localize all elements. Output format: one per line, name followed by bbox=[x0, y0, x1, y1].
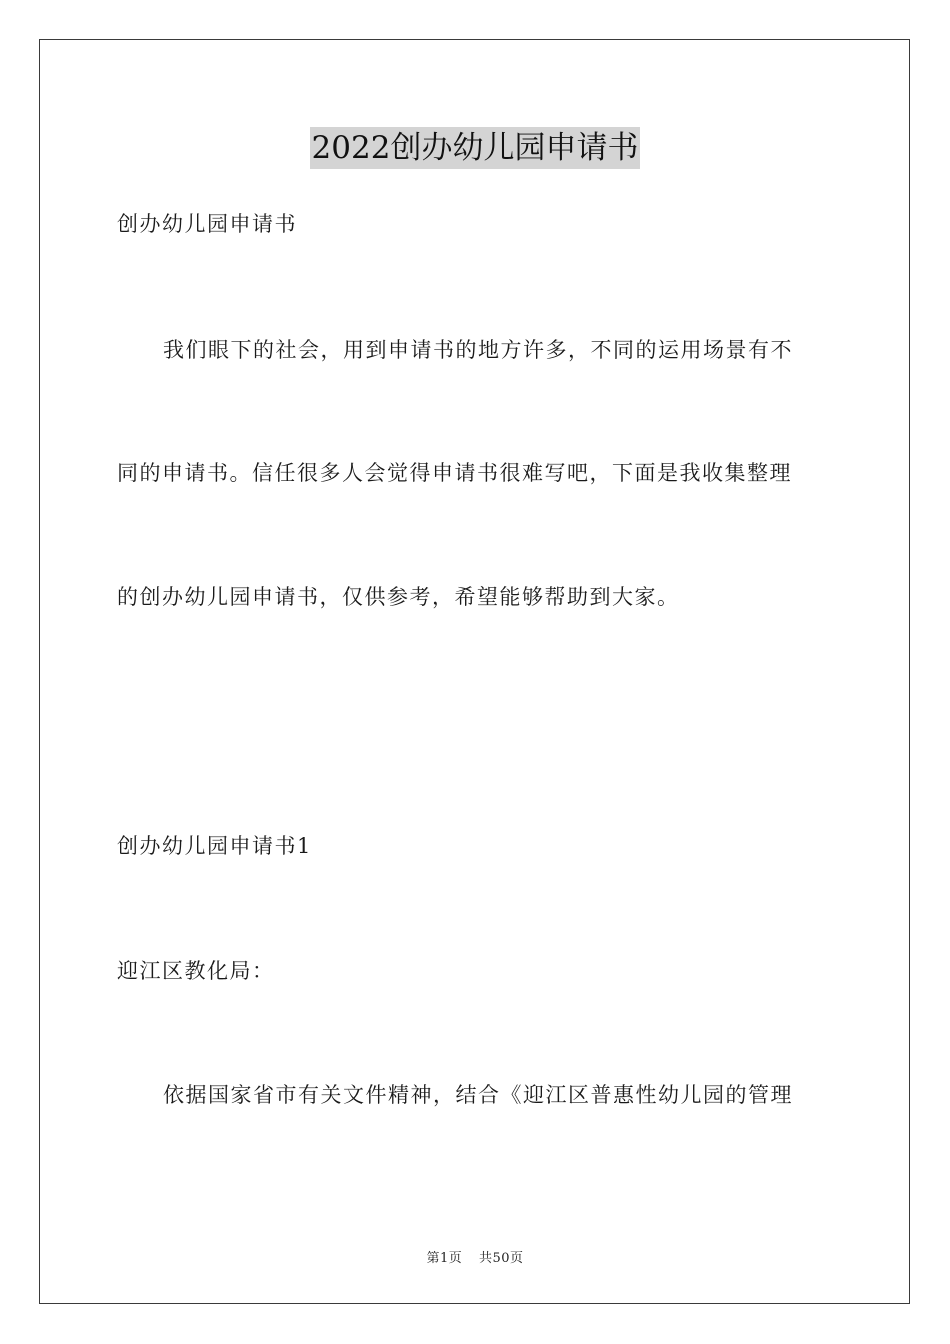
document-title: 2022创办幼儿园申请书 bbox=[310, 127, 641, 169]
intro-line-3: 的创办幼儿园申请书，仅供参考，希望能够帮助到大家。 bbox=[117, 585, 680, 609]
body-paragraph-line: 依据国家省市有关文件精神，结合《迎江区普惠性幼儿园的管理 bbox=[163, 1083, 793, 1107]
page-number: 第1页 bbox=[426, 1251, 463, 1266]
page-footer bbox=[0, 1247, 950, 1266]
page-total: 共50页 bbox=[478, 1251, 524, 1266]
intro-line-2: 同的申请书。信任很多人会觉得申请书很难写吧，下面是我收集整理 bbox=[117, 461, 792, 485]
section-heading: 创办幼儿园申请书1 bbox=[117, 834, 312, 858]
salutation: 迎江区教化局： bbox=[117, 959, 275, 983]
title-container bbox=[0, 127, 950, 169]
subtitle: 创办幼儿园申请书 bbox=[117, 212, 297, 236]
intro-line-1: 我们眼下的社会，用到申请书的地方许多，不同的运用场景有不 bbox=[163, 338, 793, 362]
